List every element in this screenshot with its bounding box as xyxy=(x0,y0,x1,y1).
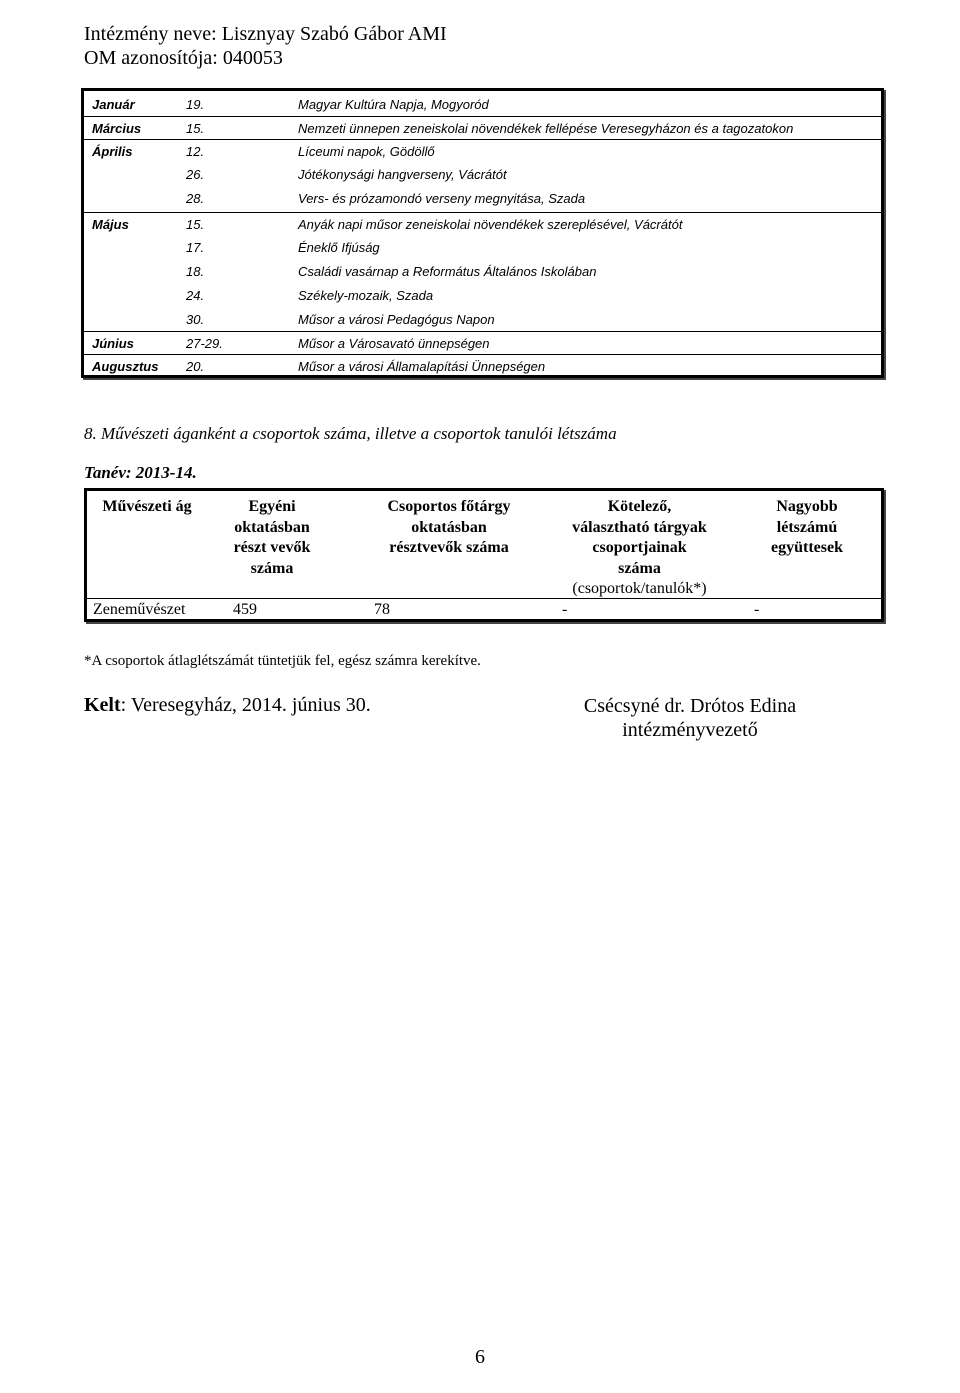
event-description: Anyák napi műsor zeneiskolai növendékek szereplésével, Vácrátót xyxy=(298,217,683,232)
event-day: 28. xyxy=(186,191,205,206)
header-line: csoportjainak xyxy=(592,539,687,556)
table-row xyxy=(84,284,881,308)
header-line: Művészeti ág xyxy=(102,498,192,515)
event-description: Családi vasárnap a Református Általános Iskolában xyxy=(298,264,597,279)
header-line: együttesek xyxy=(771,539,843,556)
header-line: résztvevők száma xyxy=(389,539,509,556)
header-line: Egyéni xyxy=(248,498,296,515)
header-art-branch xyxy=(87,497,207,518)
event-description: Éneklő Ifjúság xyxy=(298,240,380,255)
event-day: 12. xyxy=(186,144,205,159)
event-description: Műsor a városi Pedagógus Napon xyxy=(298,312,495,327)
event-description: Vers- és prózamondó verseny megnyitása, Szada xyxy=(298,191,586,206)
stats-table xyxy=(84,488,884,622)
event-day: 26. xyxy=(186,167,205,182)
event-day: 18. xyxy=(186,264,205,279)
header-line: Csoportos főtárgy xyxy=(387,498,511,515)
institution-name: Intézmény neve: Lisznyay Szabó Gábor AMI xyxy=(84,23,447,45)
table-row xyxy=(84,116,881,141)
signer-title: intézményvezető xyxy=(622,719,758,741)
table-row xyxy=(84,308,881,332)
header-line: részt vevők xyxy=(233,539,311,556)
event-description: Műsor a Városavató ünnepségen xyxy=(298,336,490,351)
cell-group-main: 78 xyxy=(374,601,390,618)
table-row xyxy=(84,139,881,164)
table-row xyxy=(84,187,881,211)
header-line: száma xyxy=(250,559,294,577)
date-place xyxy=(84,694,371,717)
event-day: 15. xyxy=(186,121,205,136)
header-group-main xyxy=(359,497,539,559)
event-month: Január xyxy=(92,97,135,112)
table-row xyxy=(84,331,881,356)
cell-large-ensembles: - xyxy=(754,601,760,618)
header-large-ensembles xyxy=(747,497,867,559)
event-month: Március xyxy=(92,121,142,136)
event-description: Jótékonysági hangverseny, Vácrátót xyxy=(298,167,507,182)
footnote: *A csoportok átlaglétszámát tüntetjük fel, egész számra kerekítve. xyxy=(84,653,481,669)
table-row xyxy=(84,260,881,284)
kelt-label: Kelt xyxy=(84,694,121,716)
event-day: 27-29. xyxy=(186,336,223,351)
header-line: száma xyxy=(618,559,661,577)
header-line: oktatásban xyxy=(234,518,310,536)
event-month: Április xyxy=(92,144,133,159)
table-row xyxy=(84,236,881,260)
table-row xyxy=(84,354,881,379)
table-row xyxy=(84,212,881,237)
table-row xyxy=(84,163,881,187)
event-day: 30. xyxy=(186,312,205,327)
events-table xyxy=(81,88,884,378)
header-line: Nagyobb xyxy=(776,498,838,515)
event-day: 24. xyxy=(186,288,205,303)
kelt-value: : Veresegyház, 2014. június 30. xyxy=(120,694,371,716)
cell-individual: 459 xyxy=(233,601,257,618)
event-month: Augusztus xyxy=(92,359,159,374)
event-description: Székely-mozaik, Szada xyxy=(298,288,434,303)
event-description: Magyar Kultúra Napja, Mogyoród xyxy=(298,97,489,112)
cell-mandatory-groups: - xyxy=(562,601,568,618)
event-day: 20. xyxy=(186,359,205,374)
table-row xyxy=(84,93,881,117)
signer-name: Csécsyné dr. Drótos Edina xyxy=(583,695,797,717)
school-year-label: Tanév: 2013-14. xyxy=(84,463,197,482)
header-note: (csoportok/tanulók*) xyxy=(572,580,707,597)
section-title: 8. Művészeti áganként a csoportok száma, illetve a csoportok tanulói létszáma xyxy=(84,424,617,443)
event-month: Június xyxy=(92,336,134,351)
event-month: Május xyxy=(92,217,129,232)
header-mandatory-groups xyxy=(547,497,732,600)
event-day: 19. xyxy=(186,97,205,112)
event-description: Nemzeti ünnepen zeneiskolai növendékek fellépése Veresegyházon és a tagozatokon xyxy=(298,121,794,136)
om-id: OM azonosítója: 040053 xyxy=(84,47,283,69)
header-line: oktatásban xyxy=(411,518,487,536)
row-divider xyxy=(87,598,881,599)
event-day: 17. xyxy=(186,240,205,255)
header-individual xyxy=(217,497,327,579)
page-number: 6 xyxy=(475,1346,485,1368)
event-day: 15. xyxy=(186,217,205,232)
event-description: Líceumi napok, Gödöllő xyxy=(298,144,435,159)
header-line: Kötelező, xyxy=(607,498,672,515)
event-description: Műsor a városi Államalapítási Ünnepségen xyxy=(298,359,546,374)
header-line: létszámú xyxy=(776,518,838,536)
header-line: választható tárgyak xyxy=(572,518,707,536)
cell-branch: Zeneművészet xyxy=(93,601,186,618)
